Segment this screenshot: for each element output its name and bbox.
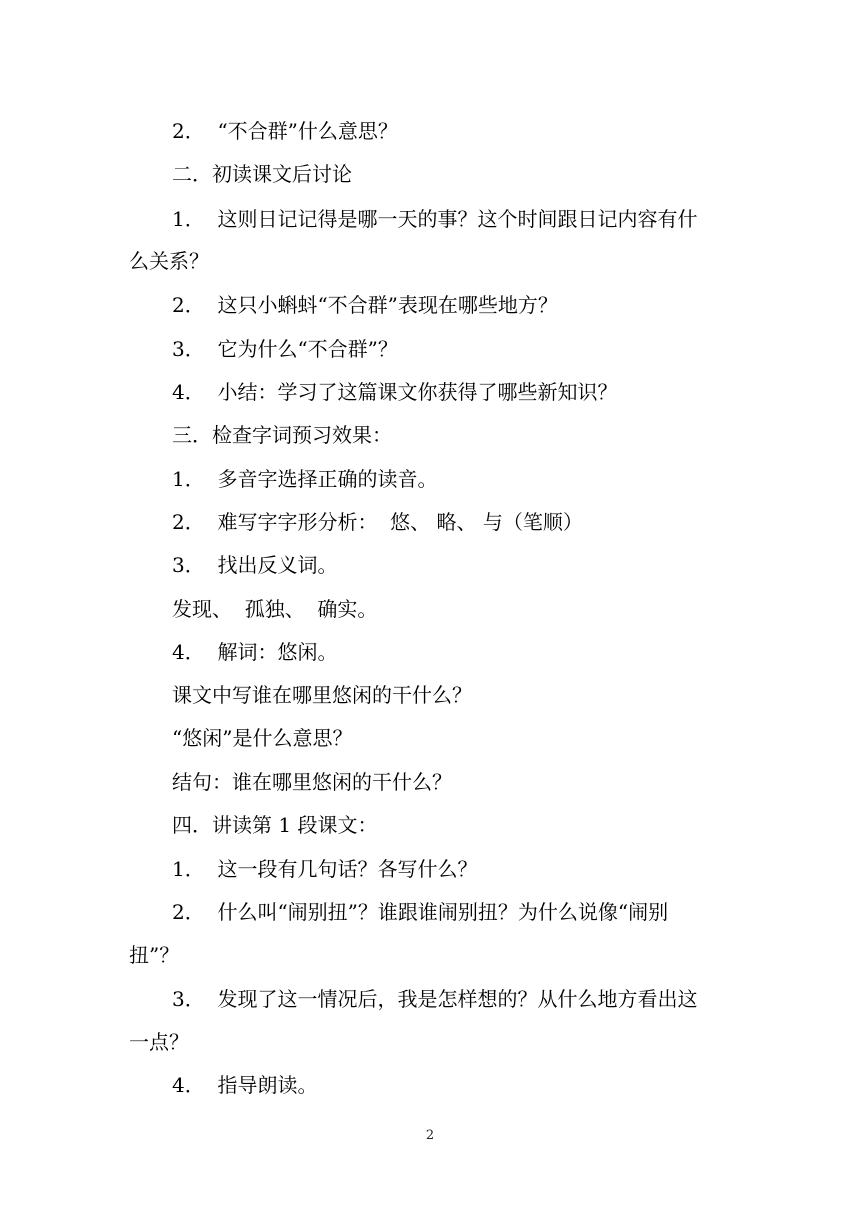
section-2-heading: 二．初读课文后讨论 [172, 162, 352, 186]
s2-q1-line1: 1． 这则日记记得是哪一天的事？这个时间跟日记内容有什 [172, 207, 698, 231]
s3-q-who-where: 课文中写谁在哪里悠闲的干什么？ [172, 683, 472, 707]
s4-item1: 1． 这一段有几句话？各写什么？ [172, 857, 478, 881]
s3-q-meaning: “悠闲”是什么意思？ [172, 726, 353, 750]
s3-item3: 3． 找出反义词。 [172, 553, 338, 577]
s2-q4: 4． 小结：学习了这篇课文你获得了哪些新知识？ [172, 380, 618, 404]
section-4-heading: 四．讲读第 1 段课文： [172, 813, 378, 837]
s4-item3-line1: 3． 发现了这一情况后，我是怎样想的？从什么地方看出这 [172, 987, 698, 1011]
s4-item2-line1: 2． 什么叫“闹别扭”？谁跟谁闹别扭？为什么说像“闹别 [172, 900, 669, 924]
s3-item4: 4． 解词：悠闲。 [172, 640, 338, 664]
s3-item1: 1． 多音字选择正确的读音。 [172, 467, 438, 491]
s3-item2: 2． 难写字字形分析： 悠、 略、 与（笔顺） [172, 510, 583, 534]
s2-q1-line2: 么关系？ [129, 249, 209, 273]
s4-item4: 4． 指导朗读。 [172, 1073, 318, 1097]
s2-q2: 2． 这只小蝌蚪“不合群”表现在哪些地方？ [172, 293, 558, 317]
section-3-heading: 三．检查字词预习效果： [172, 423, 392, 447]
s4-item3-line2: 一点？ [129, 1030, 189, 1054]
s2-q3: 3． 它为什么“不合群”？ [172, 337, 398, 361]
q2-meaning-of-buhequn: 2． “不合群”什么意思？ [172, 119, 398, 143]
s3-antonyms: 发现、 孤独、 确实。 [172, 597, 378, 621]
s3-conclusion: 结句：谁在哪里悠闲的干什么？ [172, 770, 452, 794]
page-number: 2 [425, 1128, 435, 1143]
s4-item2-line2: 扭”？ [129, 943, 180, 967]
